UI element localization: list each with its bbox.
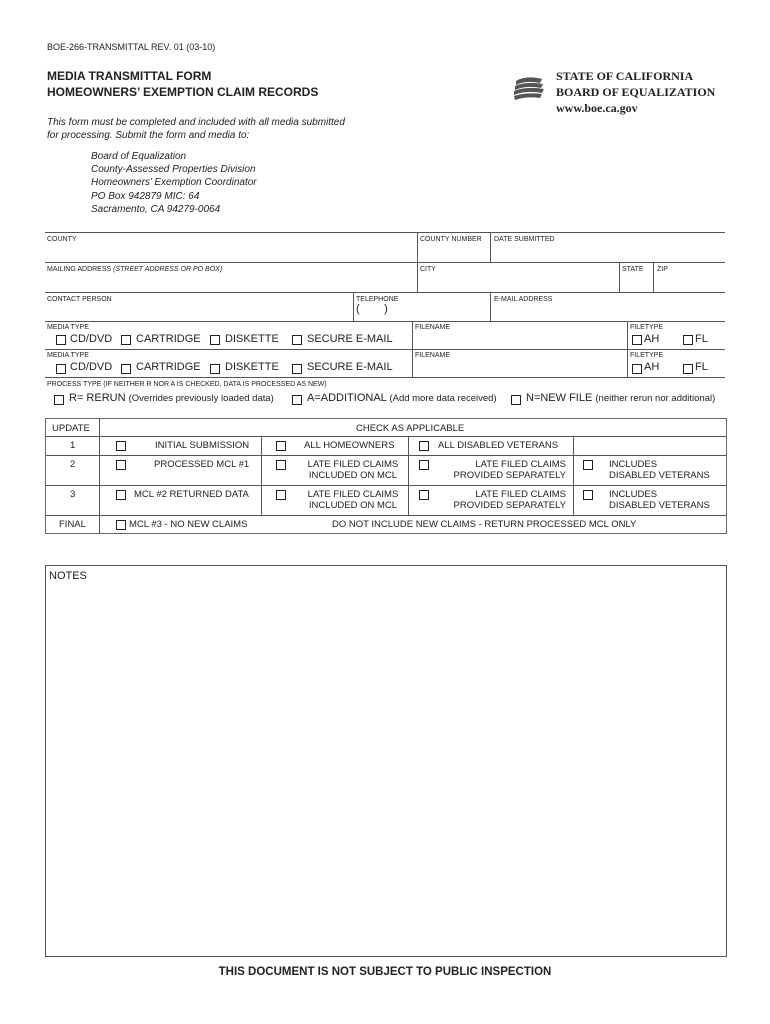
divider (417, 232, 418, 262)
includes-disabled-veterans-checkbox[interactable] (583, 460, 593, 470)
label-line: LATE FILED CLAIMS (307, 459, 399, 470)
form-number: BOE-266-TRANSMITTAL REV. 01 (03-10) (47, 42, 216, 52)
label-line: PROVIDED SEPARATELY (453, 470, 566, 481)
all-disabled-veterans-checkbox[interactable] (419, 441, 429, 451)
form-title: MEDIA TRANSMITTAL FORM (47, 69, 212, 83)
mcl3-no-new-claims-label: MCL #3 - NO NEW CLAIMS (129, 519, 248, 530)
filetype-fl-checkbox[interactable] (683, 364, 693, 374)
mcl2-returned-label: MCL #2 RETURNED DATA (134, 489, 249, 500)
filetype-fl-checkbox[interactable] (683, 335, 693, 345)
divider (353, 292, 354, 321)
secure-email-checkbox[interactable] (292, 364, 302, 374)
telephone-field[interactable]: TELEPHONE (356, 296, 399, 303)
late-filed-separate-checkbox[interactable] (419, 490, 429, 500)
new-file-note: (neither rerun nor additional) (595, 393, 716, 404)
boe-seal-icon (512, 75, 546, 101)
cd-dvd-label: CD/DVD (70, 333, 113, 345)
divider (45, 262, 725, 263)
diskette-checkbox[interactable] (210, 364, 220, 374)
label-line: INCLUDES (609, 459, 658, 470)
mailing-address-hint: (STREET ADDRESS OR PO BOX) (113, 266, 223, 273)
filename-field[interactable]: FILENAME (415, 324, 451, 331)
new-file-option (526, 392, 715, 404)
state-field[interactable]: STATE (622, 266, 644, 273)
agency-board: BOARD OF EQUALIZATION (556, 85, 716, 99)
update-table (45, 418, 727, 534)
filetype-fl-label: FL (695, 361, 708, 373)
mailing-address-field[interactable] (47, 266, 222, 273)
secure-email-checkbox[interactable] (292, 335, 302, 345)
divider (573, 436, 574, 515)
update-header: UPDATE (52, 423, 90, 434)
additional-option (307, 392, 497, 404)
additional-label: A=ADDITIONAL (307, 392, 387, 404)
additional-note: (Add more data received) (389, 393, 497, 404)
cd-dvd-checkbox[interactable] (56, 364, 66, 374)
initial-submission-label: INITIAL SUBMISSION (155, 440, 250, 451)
divider (46, 485, 726, 486)
label-line: LATE FILED CLAIMS (475, 489, 566, 500)
late-filed-included-checkbox[interactable] (276, 460, 286, 470)
late-filed-included-checkbox[interactable] (276, 490, 286, 500)
county-field[interactable]: COUNTY (47, 236, 77, 243)
cd-dvd-checkbox[interactable] (56, 335, 66, 345)
late-filed-separate-label (444, 489, 566, 511)
divider (417, 262, 418, 292)
cartridge-checkbox[interactable] (121, 364, 131, 374)
cd-dvd-label: CD/DVD (70, 361, 113, 373)
city-field[interactable]: CITY (420, 266, 436, 273)
secure-email-label: SECURE E-MAIL (307, 333, 393, 345)
email-field[interactable]: E-MAIL ADDRESS (494, 296, 553, 303)
intro-line: for processing. Submit the form and media to: (47, 130, 250, 141)
label-line: INCLUDED ON MCL (308, 470, 398, 481)
cartridge-checkbox[interactable] (121, 335, 131, 345)
rerun-label: R= RERUN (69, 392, 126, 404)
processed-mcl1-label: PROCESSED MCL #1 (154, 459, 250, 470)
divider (46, 515, 726, 516)
filetype-fl-label: FL (695, 333, 708, 345)
update-number: 2 (70, 459, 76, 470)
secure-email-label: SECURE E-MAIL (307, 361, 393, 373)
divider (490, 232, 491, 262)
label-line: PROVIDED SEPARATELY (453, 500, 566, 511)
address-line: Sacramento, CA 94279-0064 (91, 203, 221, 215)
zip-field[interactable]: ZIP (657, 266, 668, 273)
label-line: LATE FILED CLAIMS (475, 459, 566, 470)
initial-submission-checkbox[interactable] (116, 441, 126, 451)
divider (46, 455, 726, 456)
rerun-note: (Overrides previously loaded data) (128, 393, 274, 404)
confidentiality-footer: THIS DOCUMENT IS NOT SUBJECT TO PUBLIC INSPECTION (218, 966, 552, 978)
cartridge-label: CARTRIDGE (136, 361, 201, 373)
cartridge-label: CARTRIDGE (136, 333, 201, 345)
diskette-checkbox[interactable] (210, 335, 220, 345)
divider (490, 292, 491, 321)
mailing-address-block (91, 150, 257, 216)
all-homeowners-checkbox[interactable] (276, 441, 286, 451)
divider (627, 349, 628, 377)
late-filed-included-label (304, 489, 402, 511)
additional-checkbox[interactable] (292, 395, 302, 405)
all-homeowners-label: ALL HOMEOWNERS (304, 440, 395, 451)
agency-block (556, 68, 715, 116)
filetype-ah-label: AH (644, 361, 660, 373)
mailing-address-label: MAILING ADDRESS (47, 266, 112, 273)
divider (653, 262, 654, 292)
process-type-label: PROCESS TYPE (IF NEITHER R NOR A IS CHECKED, DATA IS PROCESSED AS NEW) (47, 381, 327, 388)
notes-label: NOTES (49, 570, 87, 582)
mcl2-returned-checkbox[interactable] (116, 490, 126, 500)
late-filed-included-label (304, 459, 402, 481)
label-line: LATE FILED CLAIMS (307, 489, 399, 500)
rerun-checkbox[interactable] (54, 395, 64, 405)
divider (627, 321, 628, 349)
all-disabled-veterans-label: ALL DISABLED VETERANS (438, 440, 559, 451)
divider (45, 232, 725, 233)
contact-person-field[interactable]: CONTACT PERSON (47, 296, 112, 303)
filetype-ah-label: AH (644, 333, 660, 345)
divider (46, 436, 726, 437)
notes-box[interactable] (45, 565, 727, 957)
address-line: PO Box 942879 MIC: 64 (91, 190, 200, 202)
includes-disabled-veterans-checkbox[interactable] (583, 490, 593, 500)
media-type-label: MEDIA TYPE (47, 324, 89, 331)
divider (45, 377, 725, 378)
new-file-label: N=NEW FILE (526, 392, 593, 404)
address-line: Board of Equalization (91, 151, 187, 162)
county-number-field[interactable]: COUNTY NUMBER (420, 236, 482, 243)
label-line: INCLUDES (609, 489, 658, 500)
diskette-label: DISKETTE (225, 361, 279, 373)
divider (99, 419, 100, 533)
divider (412, 349, 413, 377)
telephone-area-code[interactable]: ( ) (356, 303, 388, 315)
update-number: 1 (70, 440, 76, 451)
final-note: DO NOT INCLUDE NEW CLAIMS - RETURN PROCESSED MCL ONLY (332, 519, 637, 530)
includes-disabled-veterans-label (609, 489, 710, 511)
late-filed-separate-label (444, 459, 566, 481)
address-line: Homeowners’ Exemption Coordinator (91, 177, 257, 189)
label-line: DISABLED VETERANS (609, 470, 710, 481)
intro-line: This form must be completed and included with all media submitted (47, 117, 345, 128)
divider (408, 436, 409, 515)
processed-mcl1-checkbox[interactable] (116, 460, 126, 470)
new-file-checkbox[interactable] (511, 395, 521, 405)
includes-disabled-veterans-label (609, 459, 710, 481)
form-subtitle: HOMEOWNERS’ EXEMPTION CLAIM RECORDS (47, 85, 319, 99)
date-submitted-field[interactable]: DATE SUBMITTED (494, 236, 555, 243)
filetype-label: FILETYPE (630, 324, 664, 331)
diskette-label: DISKETTE (225, 333, 279, 345)
filetype-label: FILETYPE (630, 352, 664, 359)
rerun-option (69, 392, 274, 404)
media-type-label: MEDIA TYPE (47, 352, 89, 359)
agency-state: STATE OF CALIFORNIA (556, 69, 694, 83)
check-header: CHECK AS APPLICABLE (356, 423, 465, 434)
filename-field[interactable]: FILENAME (415, 352, 451, 359)
mcl3-no-new-claims-checkbox[interactable] (116, 520, 126, 530)
update-number: 3 (70, 489, 76, 500)
divider (45, 292, 725, 293)
agency-url[interactable]: www.boe.ca.gov (556, 101, 638, 115)
divider (45, 321, 725, 322)
intro-text (47, 116, 387, 142)
divider (412, 321, 413, 349)
filetype-ah-checkbox[interactable] (632, 364, 642, 374)
divider (619, 262, 620, 292)
label-line: DISABLED VETERANS (609, 500, 710, 511)
filetype-ah-checkbox[interactable] (632, 335, 642, 345)
late-filed-separate-checkbox[interactable] (419, 460, 429, 470)
update-number: FINAL (59, 519, 86, 530)
divider (45, 349, 725, 350)
address-line: County-Assessed Properties Division (91, 164, 256, 176)
label-line: INCLUDED ON MCL (308, 500, 398, 511)
divider (261, 436, 262, 515)
